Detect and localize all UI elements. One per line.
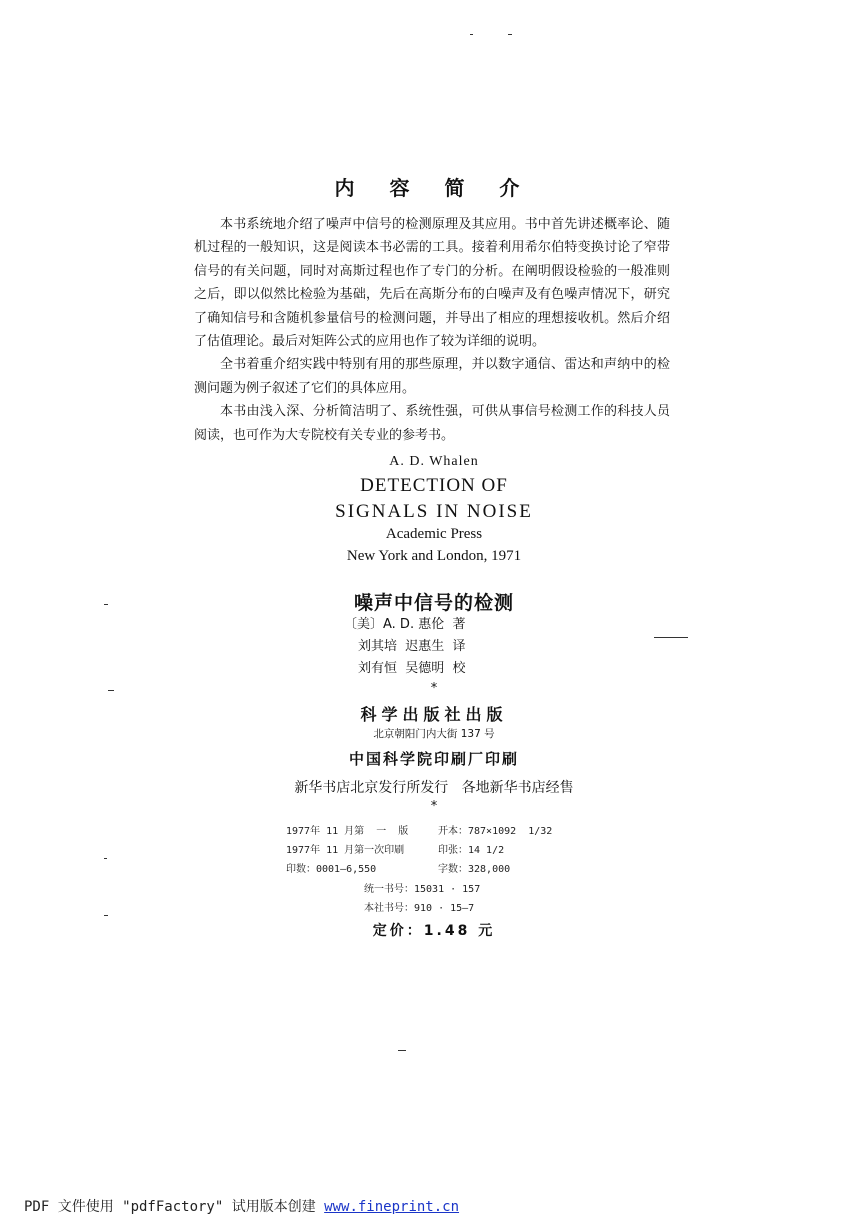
publisher-line: 科学出版社出版 [360,705,508,724]
pdf-footer [24,1196,459,1216]
format-line: 开本：787×1092 1/32 [438,826,553,837]
scan-speck [470,34,473,35]
introduction-text [194,213,670,447]
house-book-number: 本社书号：910 · 15—7 [364,903,475,914]
distribution-line: 新华书店北京发行所发行 各地新华书店经售 [294,780,574,796]
scan-speck [104,915,108,916]
chinese-book-title: 噪声中信号的检测 [353,592,514,614]
scan-speck [108,690,114,691]
edition-line: 1977年 11 月第 一 版 [286,826,409,837]
separator-star-2: * [430,799,438,814]
scan-speck [508,34,512,35]
scan-speck [104,604,108,605]
sheets-line: 印张：14 1/2 [438,845,505,856]
author-credit: 〔美〕A. D. 惠伦 著 [344,617,466,632]
intro-paragraph-2: 全书着重介绍实践中特别有用的那些原理，并以数字通信、雷达和声纳中的检测问题为例子叙述了它们的具体应用。 [194,357,670,396]
footer-link[interactable]: www.fineprint.cn [324,1199,460,1215]
reviewer-credit: 刘有恒 吴德明 校 [358,661,466,676]
separator-star: * [430,681,438,696]
scan-speck [104,858,107,859]
price-line: 定价：1.48 元 [372,923,496,939]
english-place-year: New York and London, 1971 [346,548,522,564]
english-author: A. D. Whalen [389,454,479,469]
translator-credit: 刘其培 迟惠生 译 [358,639,466,654]
word-count-line: 字数：328,000 [438,864,511,875]
printing-line: 1977年 11 月第一次印刷 [286,845,405,856]
scan-speck [398,1050,406,1051]
english-publisher: Academic Press [385,526,483,542]
unified-book-number: 统一书号：15031 · 157 [364,884,481,895]
english-title-line-2: SIGNALS IN NOISE [335,501,533,522]
printer-line: 中国科学院印刷厂印刷 [348,750,519,768]
print-run-line: 印数：0001—6,550 [286,864,377,875]
english-title-line-1: DETECTION OF [360,475,508,496]
page-title: 内 容 简 介 [334,176,534,200]
scan-speck [654,637,688,638]
publisher-address: 北京朝阳门内大街 137 号 [373,728,495,740]
intro-paragraph-3: 本书由浅入深、分析简洁明了、系统性强，可供从事信号检测工作的科技人员阅读，也可作为大专院校有关专业的参考书。 [194,404,670,443]
intro-paragraph-1: 本书系统地介绍了噪声中信号的检测原理及其应用。书中首先讲述概率论、随机过程的一般知识，这是阅读本书必需的工具。接着利用希尔伯特变换讨论了窄带信号的有关问题，同时对高斯过程也作了专门的分析。在阐明假设检验的一般准则之后，即以似然比检验为基础，先后在高斯分布的白噪声及有色噪声情况下，研究了确知信号和含随机参量信号的检测问题，并导出了相应的理想接收机。然后介绍了估值理论。最后对矩阵公式的应用也作了较为详细的说明。 [194,217,670,350]
footer-text: PDF 文件使用 "pdfFactory" 试用版本创建 [24,1199,325,1215]
